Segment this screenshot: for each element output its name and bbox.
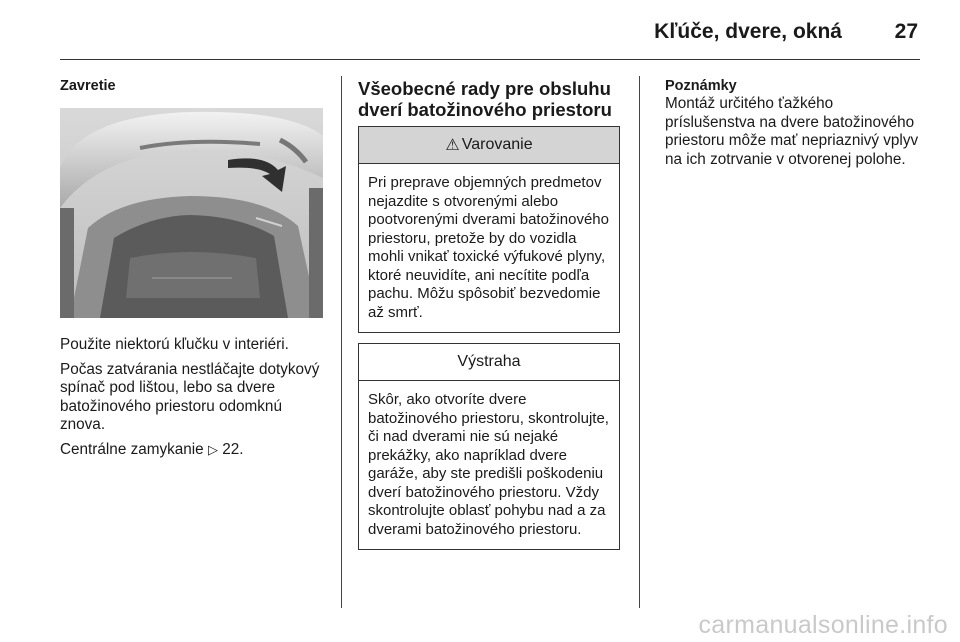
column-divider-2	[639, 76, 640, 608]
tailgate-photo	[60, 108, 323, 318]
column-general-advice	[358, 78, 620, 550]
warning-text: Pri preprave objemných predmetov nejazdite s otvorenými alebo pootvorenými dverami batožinového priestoru, pretože by do vozidla mohli vnikať toxické výfukové plyny, ktoré neuvidíte, ani necítite podľa pachu. Môžu spôsobiť bezvedomie až smrť.	[368, 174, 609, 321]
para-use-handle: Použite niektorú kľučku v interiéri.	[60, 336, 289, 353]
central-locking-text: Centrálne zamykanie	[60, 440, 204, 458]
caution-header	[359, 344, 619, 381]
warning-triangle-icon: ⚠	[445, 137, 460, 154]
central-locking-page-ref[interactable]: 22.	[222, 440, 244, 458]
note-title: Poznámky	[665, 78, 737, 94]
para-no-touch-switch: Počas zatvárania nestláčajte dotykový spínač pod lištou, lebo sa dvere batožinového priestoru odomknú znova.	[60, 360, 320, 433]
page-number: 27	[894, 20, 918, 43]
caution-label: Výstraha	[457, 353, 521, 370]
page-reference-icon: ▷	[207, 441, 218, 457]
section-title-line1: Všeobecné rady pre obsluhu	[358, 78, 611, 99]
caution-box	[358, 343, 620, 550]
header-rule	[60, 59, 920, 60]
warning-header	[359, 127, 619, 164]
column-notes	[665, 78, 925, 169]
para-central-locking	[60, 441, 325, 460]
note-text: Montáž určitého ťažkého príslušenstva na dvere batožinového priestoru môže mať nepriaznivý vplyv na ich zotrvanie v otvorenej polohe.	[665, 95, 919, 168]
page-header	[0, 0, 960, 62]
column-closing	[60, 78, 325, 459]
chapter-title: Kľúče, dvere, okná	[654, 20, 842, 43]
warning-box	[358, 126, 620, 333]
warning-label: Varovanie	[461, 136, 533, 153]
section-title-line2: dverí batožinového priestoru	[358, 99, 612, 120]
watermark: carmanualsonline.info	[698, 611, 948, 639]
caution-text: Skôr, ako otvoríte dvere batožinového priestoru, skontrolujte, či nad dverami nie sú nejaké prekážky, ako napríklad dvere garáže, aby ste predišli poškodeniu dverí batožinového priestoru. Vždy skontrolujte oblasť pohybu nad a za dverami batožinového priestoru.	[368, 391, 609, 538]
section-heading-closing: Zavretie	[60, 78, 116, 94]
column-divider-1	[341, 76, 342, 608]
